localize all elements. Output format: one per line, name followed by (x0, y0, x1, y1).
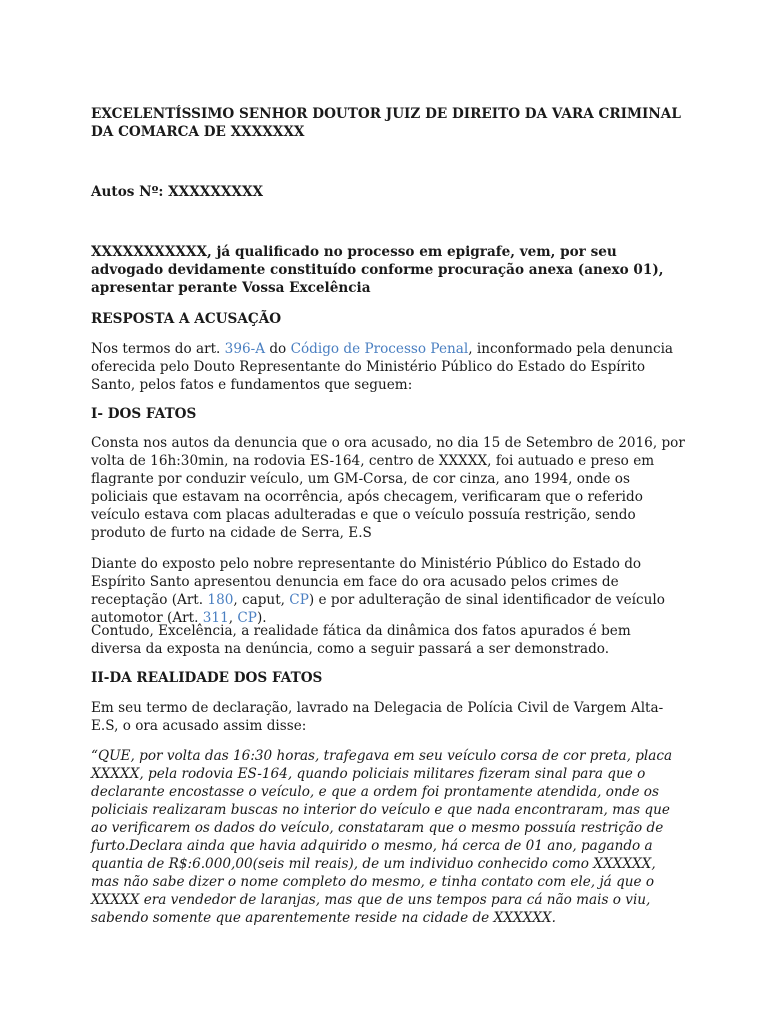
fatos-paragraph-1: Consta nos autos da denuncia que o ora acusado, no dia 15 de Setembro de 2016, por volta de 16h:30min, na rodovia ES-164, centro de XXXXX, foi autuado e preso em flagrante por conduzir veículo, um GM-Corsa, de cor cinza, ano 1994, onde os policiais que estavam na ocorrência, após checagem, verificaram que o referido veículo estava com placas adulteradas e que o veículo possuía restrição, sendo produto de furto na cidade de Serra, E.S (91, 435, 685, 541)
fatos-p2-text-5: ). (256, 610, 267, 626)
fatos-p2-text-3: ) e por adulteração de sinal identificador de veículo automotor (Art. (91, 592, 665, 626)
art-311-link[interactable]: 311 (202, 610, 229, 626)
realidade-paragraph-1: Em seu termo de declaração, lavrado na Delegacia de Polícia Civil de Vargem Alta-E.S, o ora acusado assim disse: (91, 700, 664, 734)
intro-text-3: , inconformado pela denuncia oferecida pelo Douto Representante do Ministério Público do Estado do Espírito Santo, pelos fatos e fundamentos que seguem: (91, 341, 674, 393)
intro-paragraph (91, 340, 685, 394)
qualification-paragraph: XXXXXXXXXXX, já qualificado no processo em epigrafe, vem, por seu advogado devidamente constituído conforme procuração anexa (anexo 01), apresentar perante Vossa Excelência (91, 244, 664, 296)
fatos-p2-text-4: , (228, 610, 238, 626)
cp-link-1[interactable]: CP (289, 592, 309, 608)
section-heading-realidade: II-DA REALIDADE DOS FATOS (91, 670, 323, 686)
addressee-heading: EXCELENTÍSSIMO SENHOR DOUTOR JUIZ DE DIREITO DA VARA CRIMINAL DA COMARCA DE XXXXXXX (91, 106, 681, 140)
section-heading-fatos: I- DOS FATOS (91, 406, 197, 422)
document-title: RESPOSTA A ACUSAÇÃO (91, 311, 282, 327)
cp-link-2[interactable]: CP (237, 610, 257, 626)
declaration-quote: “QUE, por volta das 16:30 horas, trafegava em seu veículo corsa de cor preta, placa XXXXX, pela rodovia ES-164, quando policiais militares fizeram sinal para que o declarante encostasse o veículo, e que a ordem foi prontamente atendida, onde os policiais realizaram buscas no interior do veículo e que nada encontraram, mas que ao verificarem os dados do veículo, constataram que o mesmo possuía restrição de furto.Declara ainda que havia adquirido o mesmo, há cerca de 01 ano, pagando a quantia de R$:6.000,00(seis mil reais), de um individuo conhecido como XXXXXX, mas não sabe dizer o nome completo do mesmo, e tinha contato com ele, já que o XXXXX era vendedor de laranjas, mas que de uns tempos para cá não mais o viu, sabendo somente que aparentemente reside na cidade de XXXXXX. (91, 748, 673, 926)
intro-text-2: do (265, 341, 291, 357)
art-180-link[interactable]: 180 (207, 592, 234, 608)
art-396a-link[interactable]: 396-A (224, 341, 266, 357)
fatos-p2-text-2: , caput, (233, 592, 290, 608)
fatos-paragraph-3: Contudo, Excelência, a realidade fática da dinâmica dos fatos apurados é bem diversa da exposta na denúncia, como a seguir passará a ser demonstrado. (91, 623, 631, 657)
fatos-paragraph-2 (91, 555, 685, 627)
cpp-link[interactable]: Código de Processo Penal (290, 341, 469, 357)
intro-text-1: Nos termos do art. (91, 341, 225, 357)
fatos-p2-text-1: Diante do exposto pelo nobre representante do Ministério Público do Estado do Espírito Santo apresentou denuncia em face do ora acusado pelos crimes de receptação (Art. (91, 556, 642, 608)
autos-number: Autos Nº: XXXXXXXXX (91, 184, 264, 200)
